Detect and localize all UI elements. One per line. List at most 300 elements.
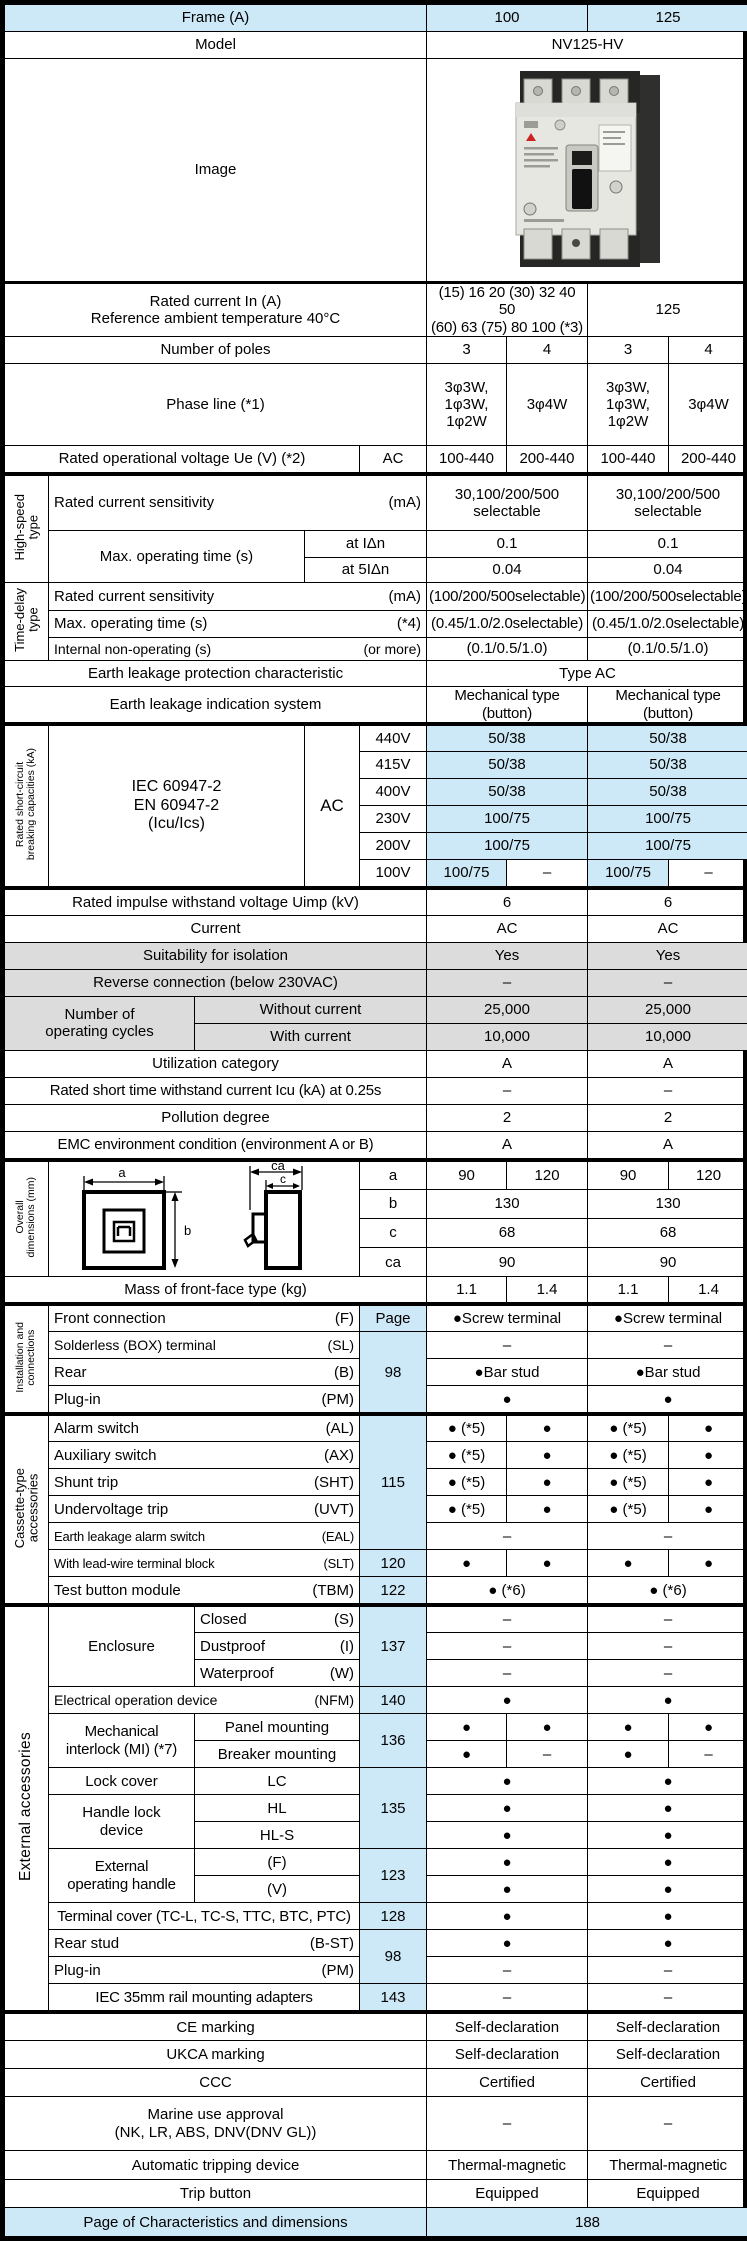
row-isolation — [5, 942, 747, 969]
dim-ca-100: 90 — [427, 1248, 588, 1277]
hl-s-code: HL-S — [195, 1822, 360, 1849]
breaking-ac: AC — [305, 724, 360, 886]
marine-125: – — [588, 2097, 747, 2151]
cycles-label: Number of operating cycles — [5, 996, 195, 1050]
shunt-100-3: ● (*5) — [427, 1469, 507, 1496]
current-label: Current — [5, 915, 427, 942]
plugin-external-100: – — [427, 1957, 588, 1984]
reverse-label: Reverse connection (below 230VAC) — [5, 969, 427, 996]
shunt-125-3: ● (*5) — [588, 1469, 669, 1496]
row-poles — [5, 337, 747, 364]
marine-100: – — [427, 2097, 588, 2151]
mass-125-4: 1.4 — [669, 1277, 747, 1303]
enclosure-dustproof-100: – — [427, 1633, 588, 1660]
row-enclosure-closed — [5, 1606, 747, 1633]
dimensions-diagram — [49, 1160, 360, 1276]
shunt-trip-code: (SHT) — [314, 1474, 354, 1491]
page-136: 136 — [360, 1714, 427, 1768]
enclosure-waterproof-label — [195, 1660, 360, 1687]
uvt-100-3: ● (*5) — [427, 1496, 507, 1523]
frame-100-value: 100 — [427, 5, 588, 32]
ccc-125: Certified — [588, 2069, 747, 2097]
ext-handle-v-100: ● — [427, 1876, 588, 1903]
breaking-group-label: Rated short-circuit breaking capacities (kA) — [5, 724, 49, 886]
td-internal-label — [49, 638, 427, 661]
alarm-100-3: ● (*5) — [427, 1415, 507, 1442]
terminal-cover-125: ● — [588, 1903, 747, 1930]
enclosure-closed-text: Closed — [200, 1611, 247, 1628]
hs-sensitivity-unit: (mA) — [389, 494, 422, 511]
voltage-100-4: 200-440 — [507, 446, 588, 473]
hl-code: HL — [195, 1795, 360, 1822]
band-earth-leakage — [4, 473, 747, 723]
row-solderless — [5, 1332, 747, 1359]
uvt-100-4: ● — [507, 1496, 588, 1523]
row-ccc — [5, 2069, 747, 2097]
short-time-125: – — [588, 1077, 747, 1104]
breaking-100-125-3p: 100/75 — [588, 859, 669, 886]
emc-100: A — [427, 1131, 588, 1158]
dim-a-100-4: 120 — [507, 1160, 588, 1189]
td-max-time-125: (0.45/1.0/2.0selectable) — [588, 611, 747, 638]
row-emc — [5, 1131, 747, 1158]
breaking-voltage-200: 200V — [360, 832, 427, 859]
row-terminal-cover — [5, 1903, 747, 1930]
rear-stud-text: Rear stud — [54, 1935, 119, 1952]
rated-current-label: Rated current In (A) Reference ambient temperature 40°C — [5, 283, 427, 337]
front-connection-125: ●Screw terminal — [588, 1305, 747, 1332]
ce-100: Self-declaration — [427, 2013, 588, 2041]
pollution-125: 2 — [588, 1104, 747, 1131]
row-rear-stud — [5, 1930, 747, 1957]
row-short-time — [5, 1077, 747, 1104]
ce-marking-label: CE marking — [5, 2013, 427, 2041]
isolation-label: Suitability for isolation — [5, 942, 427, 969]
slt-label — [49, 1550, 360, 1577]
voltage-100-3: 100-440 — [427, 446, 507, 473]
plugin-front-100: ● — [427, 1386, 588, 1413]
front-connection-100: ●Screw terminal — [427, 1305, 588, 1332]
hs-sensitivity-text: Rated current sensitivity — [54, 494, 214, 511]
page-header: Page — [360, 1305, 427, 1332]
page-115: 115 — [360, 1415, 427, 1550]
breaking-230-100: 100/75 — [427, 805, 588, 832]
poles-label: Number of poles — [5, 337, 427, 364]
slt-code: (SLT) — [323, 1556, 354, 1571]
dim-a-125-4: 120 — [669, 1160, 747, 1189]
slt-125-4: ● — [669, 1550, 747, 1577]
dim-a-100-3: 90 — [427, 1160, 507, 1189]
row-el-indication — [5, 687, 747, 723]
solderless-100: – — [427, 1332, 588, 1359]
hs-sub-5idn: at 5IΔn — [305, 558, 427, 583]
short-time-label: Rated short time withstand current Icu (kA) at 0.25s — [5, 1077, 427, 1104]
rear-stud-100: ● — [427, 1930, 588, 1957]
terminal-cover-label: Terminal cover (TC-L, TC-S, TTC, BTC, PTC) — [49, 1903, 360, 1930]
mass-100-3: 1.1 — [427, 1277, 507, 1303]
enclosure-closed-125: – — [588, 1606, 747, 1633]
alarm-switch-text: Alarm switch — [54, 1420, 139, 1437]
diagram-label-ca: ca — [271, 1162, 286, 1173]
band-breaking-capacity — [4, 723, 747, 887]
ext-handle-f-125: ● — [588, 1849, 747, 1876]
interlock-panel-label: Panel mounting — [195, 1714, 360, 1741]
interlock-label: Mechanical interlock (MI) (*7) — [49, 1714, 195, 1768]
interlock-breaker-100-4: – — [507, 1741, 588, 1768]
tbm-125: ● (*6) — [588, 1577, 747, 1604]
breaking-440-125: 50/38 — [588, 724, 747, 751]
row-phase-line — [5, 364, 747, 446]
phase-125-3: 3φ3W, 1φ3W, 1φ2W — [588, 364, 669, 446]
hs-idn-125: 0.1 — [588, 531, 747, 558]
enclosure-waterproof-text: Waterproof — [200, 1665, 274, 1682]
row-ce-marking — [5, 2013, 747, 2041]
lock-cover-label: Lock cover — [49, 1768, 195, 1795]
cycles-with-label: With current — [195, 1023, 427, 1050]
alarm-switch-code: (AL) — [326, 1420, 354, 1437]
band-certifications — [4, 2011, 747, 2237]
isolation-125: Yes — [588, 942, 747, 969]
el-indication-125: Mechanical type (button) — [588, 687, 747, 723]
nfm-text: Electrical operation device — [54, 1692, 217, 1708]
enclosure-label: Enclosure — [49, 1606, 195, 1687]
row-tbm — [5, 1577, 747, 1604]
slt-100-3: ● — [427, 1550, 507, 1577]
emc-label: EMC environment condition (environment A or B) — [5, 1131, 427, 1158]
row-hs-sensitivity — [5, 475, 747, 531]
interlock-panel-100-3: ● — [427, 1714, 507, 1741]
utilization-label: Utilization category — [5, 1050, 427, 1077]
dim-c-125: 68 — [588, 1219, 747, 1248]
interlock-breaker-125-3: ● — [588, 1741, 669, 1768]
auto-tripping-125: Thermal-magnetic — [588, 2151, 747, 2180]
aux-100-3: ● (*5) — [427, 1442, 507, 1469]
band-misc — [4, 887, 747, 1159]
auto-tripping-100: Thermal-magnetic — [427, 2151, 588, 2180]
interlock-panel-100-4: ● — [507, 1714, 588, 1741]
breaking-voltage-400: 400V — [360, 778, 427, 805]
el-indication-100: Mechanical type (button) — [427, 687, 588, 723]
current-100: AC — [427, 915, 588, 942]
hs-5idn-100: 0.04 — [427, 558, 588, 583]
uvt-125-3: ● (*5) — [588, 1496, 669, 1523]
cassette-group-label: Cassette-type accessories — [5, 1415, 49, 1604]
lock-cover-125: ● — [588, 1768, 747, 1795]
impulse-125: 6 — [588, 888, 747, 915]
aux-125-3: ● (*5) — [588, 1442, 669, 1469]
ccc-100: Certified — [427, 2069, 588, 2097]
ext-handle-v-125: ● — [588, 1876, 747, 1903]
enclosure-dustproof-text: Dustproof — [200, 1638, 265, 1655]
isolation-100: Yes — [427, 942, 588, 969]
band-cassette — [4, 1413, 747, 1604]
pollution-100: 2 — [427, 1104, 588, 1131]
row-dim-a — [5, 1160, 747, 1189]
nfm-label — [49, 1687, 360, 1714]
short-time-100: – — [427, 1077, 588, 1104]
ext-handle-f-code: (F) — [195, 1849, 360, 1876]
high-speed-group-label: High-speed type — [5, 475, 49, 583]
phase-125-4: 3φ4W — [669, 364, 747, 446]
row-alarm-switch — [5, 1415, 747, 1442]
td-internal-unit: (or more) — [363, 641, 421, 657]
enclosure-dustproof-label — [195, 1633, 360, 1660]
dim-ca-label: ca — [360, 1248, 427, 1277]
ce-125: Self-declaration — [588, 2013, 747, 2041]
dim-a-125-3: 90 — [588, 1160, 669, 1189]
breaking-voltage-440: 440V — [360, 724, 427, 751]
row-model — [5, 32, 747, 59]
row-slt — [5, 1550, 747, 1577]
slt-100-4: ● — [507, 1550, 588, 1577]
nfm-125: ● — [588, 1687, 747, 1714]
row-el-protection — [5, 661, 747, 687]
tbm-label — [49, 1577, 360, 1604]
trip-button-label: Trip button — [5, 2180, 427, 2208]
undervoltage-trip-text: Undervoltage trip — [54, 1501, 168, 1518]
enclosure-closed-label — [195, 1606, 360, 1633]
breaking-standard: IEC 60947-2 EN 60947-2 (Icu/Ics) — [49, 724, 305, 886]
auxiliary-switch-text: Auxiliary switch — [54, 1447, 157, 1464]
plugin-front-code: (PM) — [322, 1391, 355, 1408]
breaking-415-125: 50/38 — [588, 751, 747, 778]
row-image — [5, 59, 747, 283]
row-rated-current — [5, 283, 747, 337]
diagram-label-c: c — [280, 1172, 286, 1186]
frame-125-value: 125 — [588, 5, 747, 32]
enclosure-waterproof-125: – — [588, 1660, 747, 1687]
eal-label — [49, 1523, 360, 1550]
interlock-panel-125-3: ● — [588, 1714, 669, 1741]
rail-adapters-100: – — [427, 1984, 588, 2011]
trip-button-100: Equipped — [427, 2180, 588, 2208]
row-ext-handle-f — [5, 1849, 747, 1876]
installation-group-label: Installation and connections — [5, 1305, 49, 1413]
rated-voltage-ac: AC — [360, 446, 427, 473]
solderless-125: – — [588, 1332, 747, 1359]
nfm-100: ● — [427, 1687, 588, 1714]
td-sensitivity-text: Rated current sensitivity — [54, 588, 214, 605]
breaking-voltage-230: 230V — [360, 805, 427, 832]
hs-5idn-125: 0.04 — [588, 558, 747, 583]
poles-125-4: 4 — [669, 337, 747, 364]
row-mass — [5, 1277, 747, 1303]
interlock-panel-125-4: ● — [669, 1714, 747, 1741]
breaking-voltage-415: 415V — [360, 751, 427, 778]
row-nfm — [5, 1687, 747, 1714]
interlock-breaker-125-4: – — [669, 1741, 747, 1768]
band-header — [4, 4, 747, 473]
row-front-connection — [5, 1305, 747, 1332]
row-interlock-panel — [5, 1714, 747, 1741]
auxiliary-switch-label — [49, 1442, 360, 1469]
row-ukca-marking — [5, 2041, 747, 2069]
row-hs-time-idn — [5, 531, 747, 558]
cycles-without-125: 25,000 — [588, 996, 747, 1023]
ccc-label: CCC — [5, 2069, 427, 2097]
breaking-100-100-3p: 100/75 — [427, 859, 507, 886]
aux-100-4: ● — [507, 1442, 588, 1469]
poles-100-3: 3 — [427, 337, 507, 364]
row-td-sensitivity — [5, 583, 747, 611]
reverse-125: – — [588, 969, 747, 996]
tbm-text: Test button module — [54, 1582, 181, 1599]
marine-label: Marine use approval (NK, LR, ABS, DNV(DNV GL)) — [5, 2097, 427, 2151]
row-trip-button — [5, 2180, 747, 2208]
page-137: 137 — [360, 1606, 427, 1687]
page-128: 128 — [360, 1903, 427, 1930]
breaking-415-100: 50/38 — [427, 751, 588, 778]
trip-button-125: Equipped — [588, 2180, 747, 2208]
image-label: Image — [5, 59, 427, 283]
plugin-external-text: Plug-in — [54, 1962, 101, 1979]
shunt-125-4: ● — [669, 1469, 747, 1496]
plugin-external-125: – — [588, 1957, 747, 1984]
hs-sub-idn: at IΔn — [305, 531, 427, 558]
hs-sensitivity-125: 30,100/200/500 selectable — [588, 475, 747, 531]
row-rail-adapters — [5, 1984, 747, 2011]
mass-label: Mass of front-face type (kg) — [5, 1277, 427, 1303]
slt-text: With lead-wire terminal block — [54, 1556, 214, 1571]
hs-max-time-label: Max. operating time (s) — [49, 531, 305, 583]
hs-sensitivity-100: 30,100/200/500 selectable — [427, 475, 588, 531]
cycles-without-label: Without current — [195, 996, 427, 1023]
solderless-text: Solderless (BOX) terminal — [54, 1337, 216, 1353]
row-impulse — [5, 888, 747, 915]
phase-100-3: 3φ3W, 1φ3W, 1φ2W — [427, 364, 507, 446]
td-internal-text: Internal non-operating (s) — [54, 641, 211, 657]
row-marine — [5, 2097, 747, 2151]
cycles-with-100: 10,000 — [427, 1023, 588, 1050]
td-max-time-unit: (*4) — [397, 615, 421, 632]
row-reverse — [5, 969, 747, 996]
ext-handle-label: External operating handle — [49, 1849, 195, 1903]
rear-stud-125: ● — [588, 1930, 747, 1957]
td-internal-100: (0.1/0.5/1.0) — [427, 638, 588, 661]
breaking-400-100: 50/38 — [427, 778, 588, 805]
hs-sensitivity-label — [49, 475, 427, 531]
breaking-100-125-4p: – — [669, 859, 747, 886]
tbm-code: (TBM) — [312, 1582, 354, 1599]
alarm-125-4: ● — [669, 1415, 747, 1442]
front-connection-label — [49, 1305, 360, 1332]
page-120: 120 — [360, 1550, 427, 1577]
external-group-label: External accessories — [5, 1606, 49, 2011]
dimensions-diagram-svg — [54, 1162, 354, 1272]
nfm-code: (NFM) — [314, 1692, 354, 1708]
band-installation — [4, 1303, 747, 1413]
td-sensitivity-label — [49, 583, 427, 611]
rated-current-125: 125 — [588, 283, 747, 337]
characteristics-page-label: Page of Characteristics and dimensions — [5, 2208, 427, 2237]
interlock-breaker-100-3: ● — [427, 1741, 507, 1768]
ukca-100: Self-declaration — [427, 2041, 588, 2069]
row-utilization — [5, 1050, 747, 1077]
front-connection-text: Front connection — [54, 1310, 166, 1327]
eal-text: Earth leakage alarm switch — [54, 1529, 205, 1544]
hs-idn-100: 0.1 — [427, 531, 588, 558]
rear-100: ●Bar stud — [427, 1359, 588, 1386]
breaking-voltage-100: 100V — [360, 859, 427, 886]
rear-stud-label — [49, 1930, 360, 1957]
utilization-125: A — [588, 1050, 747, 1077]
rear-stud-code: (B-ST) — [310, 1935, 354, 1952]
page-98: 98 — [360, 1332, 427, 1413]
eal-code: (EAL) — [322, 1529, 354, 1544]
dim-a-label: a — [360, 1160, 427, 1189]
aux-125-4: ● — [669, 1442, 747, 1469]
uvt-125-4: ● — [669, 1496, 747, 1523]
frame-label: Frame (A) — [5, 5, 427, 32]
mass-100-4: 1.4 — [507, 1277, 588, 1303]
terminal-cover-100: ● — [427, 1903, 588, 1930]
ukca-125: Self-declaration — [588, 2041, 747, 2069]
plugin-external-code: (PM) — [322, 1962, 355, 1979]
page-123: 123 — [360, 1849, 427, 1903]
hl-100: ● — [427, 1795, 588, 1822]
diagram-label-b: b — [184, 1223, 191, 1238]
front-connection-code: (F) — [335, 1310, 354, 1327]
rated-current-100: (15) 16 20 (30) 32 40 50 (60) 63 (75) 80 100 (*3) — [427, 283, 588, 337]
page-140: 140 — [360, 1687, 427, 1714]
page-135: 135 — [360, 1768, 427, 1849]
shunt-trip-text: Shunt trip — [54, 1474, 118, 1491]
el-indication-label: Earth leakage indication system — [5, 687, 427, 723]
phase-100-4: 3φ4W — [507, 364, 588, 446]
row-cycles-without — [5, 996, 747, 1023]
undervoltage-trip-label — [49, 1496, 360, 1523]
dim-c-100: 68 — [427, 1219, 588, 1248]
enclosure-closed-100: – — [427, 1606, 588, 1633]
cycles-with-125: 10,000 — [588, 1023, 747, 1050]
row-rated-voltage — [5, 446, 747, 473]
time-delay-group-label: Time-delay type — [5, 583, 49, 661]
solderless-label — [49, 1332, 360, 1359]
hl-s-100: ● — [427, 1822, 588, 1849]
breaking-200-125: 100/75 — [588, 832, 747, 859]
utilization-100: A — [427, 1050, 588, 1077]
td-max-time-label — [49, 611, 427, 638]
enclosure-waterproof-100: – — [427, 1660, 588, 1687]
plugin-front-label — [49, 1386, 360, 1413]
td-sensitivity-100: (100/200/500selectable) — [427, 583, 588, 611]
phase-line-label: Phase line (*1) — [5, 364, 427, 446]
el-protection-value: Type AC — [427, 661, 747, 687]
ext-handle-v-code: (V) — [195, 1876, 360, 1903]
row-lock-cover — [5, 1768, 747, 1795]
slt-125-3: ● — [588, 1550, 669, 1577]
lock-cover-100: ● — [427, 1768, 588, 1795]
rear-text: Rear — [54, 1364, 87, 1381]
page-122: 122 — [360, 1577, 427, 1604]
dim-b-100: 130 — [427, 1190, 588, 1219]
emc-125: A — [588, 1131, 747, 1158]
breaking-230-125: 100/75 — [588, 805, 747, 832]
dim-b-125: 130 — [588, 1190, 747, 1219]
enclosure-dustproof-code: (I) — [340, 1638, 354, 1655]
plugin-front-125: ● — [588, 1386, 747, 1413]
alarm-125-3: ● (*5) — [588, 1415, 669, 1442]
band-external — [4, 1604, 747, 2011]
row-pollution — [5, 1104, 747, 1131]
dimensions-group-label: Overall dimensions (mm) — [5, 1160, 49, 1276]
pollution-label: Pollution degree — [5, 1104, 427, 1131]
row-td-internal — [5, 638, 747, 661]
impulse-100: 6 — [427, 888, 588, 915]
row-auto-tripping — [5, 2151, 747, 2180]
el-protection-label: Earth leakage protection characteristic — [5, 661, 427, 687]
td-sensitivity-125: (100/200/500selectable) — [588, 583, 747, 611]
